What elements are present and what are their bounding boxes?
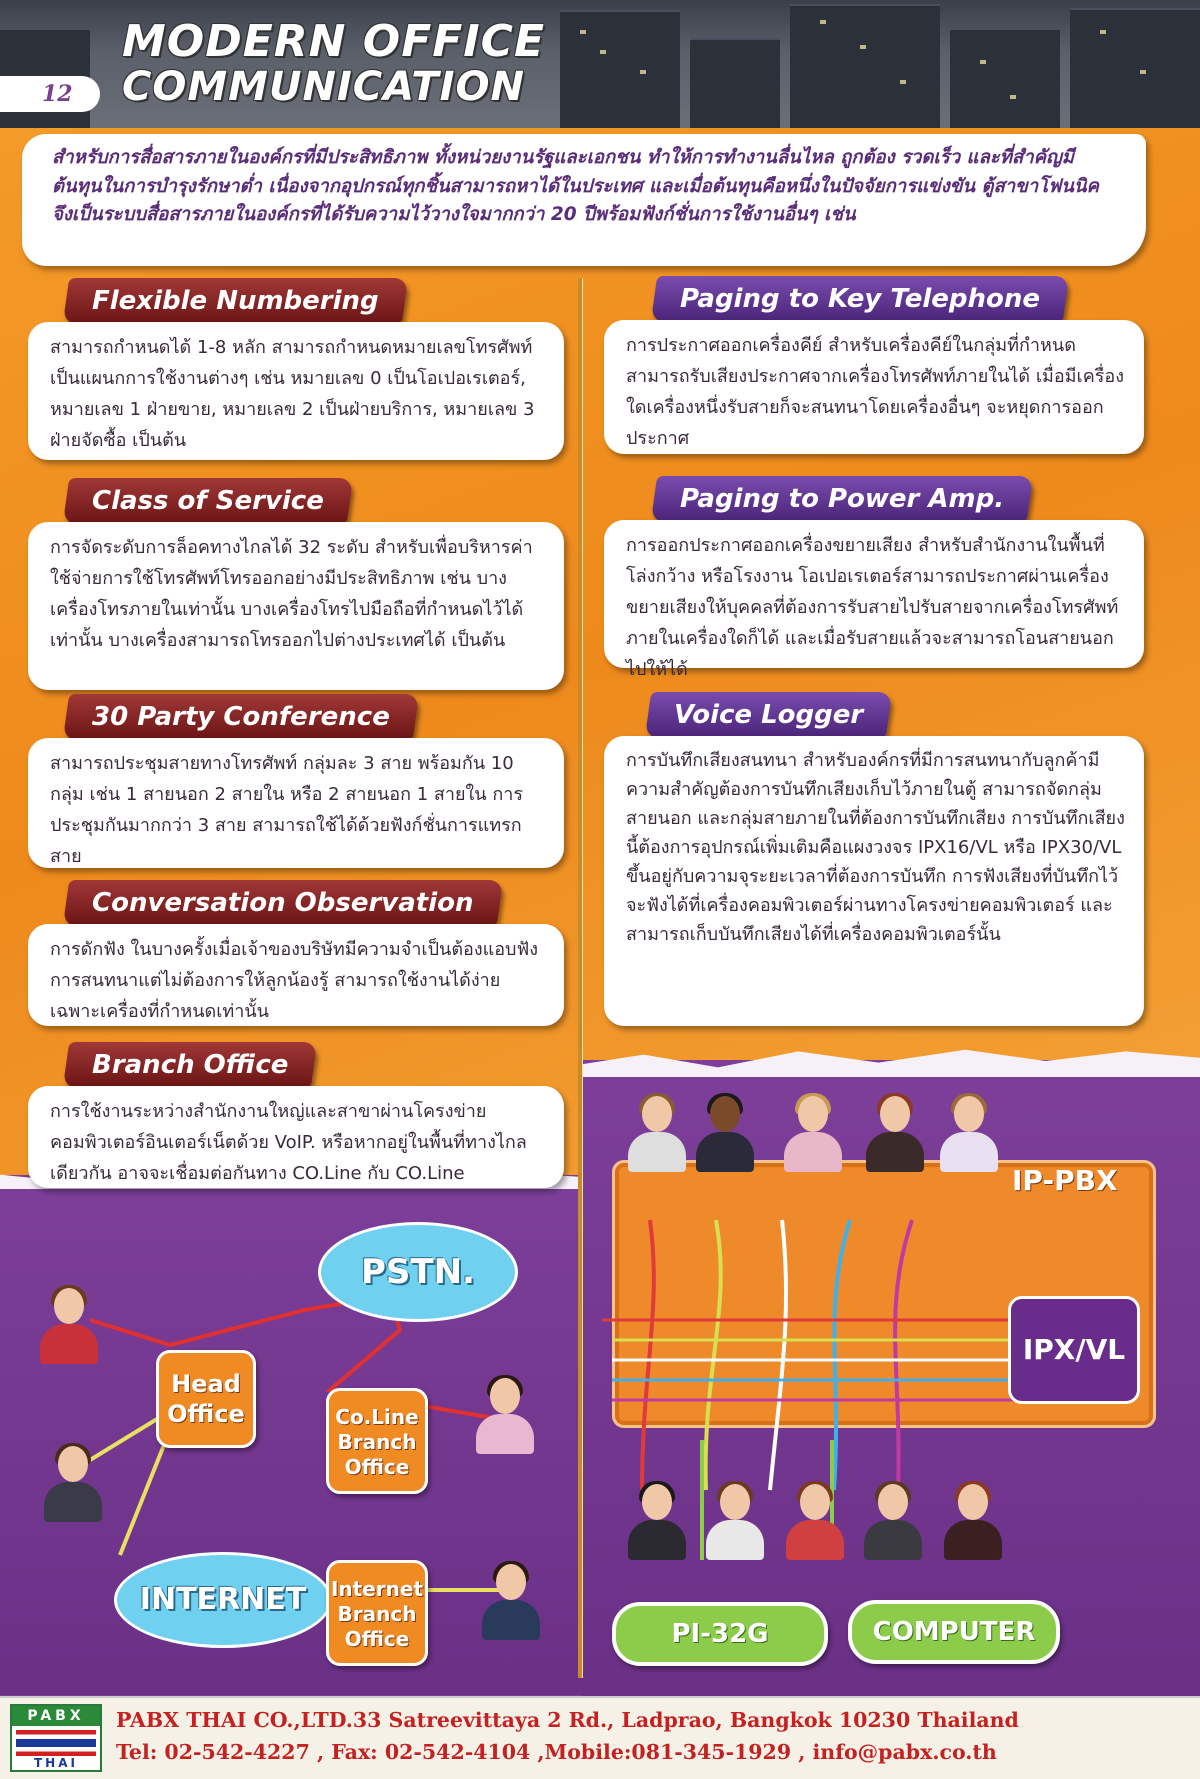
coline-branch-office-box: Co.Line Branch Office xyxy=(326,1388,428,1494)
section-title-class-of-service: Class of Service xyxy=(63,478,353,524)
section-title-branch-office: Branch Office xyxy=(63,1042,318,1088)
section-title-conversation-observation: Conversation Observation xyxy=(63,880,503,926)
user-avatar-bottom-2 xyxy=(706,1484,764,1560)
user-avatar-internet-branch xyxy=(482,1564,540,1640)
section-title-flexible-numbering: Flexible Numbering xyxy=(63,278,408,324)
computer-box: COMPUTER xyxy=(848,1600,1060,1664)
user-avatar-bottom-1 xyxy=(628,1484,686,1560)
user-avatar-top-5 xyxy=(940,1096,998,1172)
internet-cloud: INTERNET xyxy=(114,1552,332,1648)
user-avatar-top-1 xyxy=(628,1096,686,1172)
ip-pbx-label: IP-PBX xyxy=(1012,1164,1118,1197)
footer-contact: Tel: 02-542-4227 , Fax: 02-542-4104 ,Mobile:081-345-1929 , info@pabx.co.th xyxy=(116,1740,997,1764)
section-body-paging-key-telephone: การประกาศออกเครื่องคีย์ สำหรับเครื่องคีย์ในกลุ่มที่กำหนด สามารถรับเสียงประกาศจากเครื่องโทรศัพท์ภายในได้ เมื่อมีเครื่องใดเครื่องหนึ่งรับสายก็จะสนทนาโดยเครื่องอื่นๆ จะหยุดการออกประกาศ xyxy=(604,320,1144,454)
intro-text: สำหรับการสื่อสารภายในองค์กรที่มีประสิทธิภาพ ทั้งหน่วยงานรัฐและเอกชน ทำให้การทำงานลื่นไหล ถูกต้อง รวดเร็ว และที่สำคัญมีต้นทุนในการบำรุงรักษาต่ำ เนื่องจากอุปกรณ์ทุกชิ้นสามารถหาได้ในประเทศ และเมื่อต้นทุนคือหนึ่งในปัจจัยการแข่งขัน ตู้สาขาโฟนนิคจึงเป็นระบบสื่อสารภายในองค์กรที่ได้รับความไว้วางใจมากกว่า 20 ปีพร้อมฟังก์ชั่นการใช้งานอื่นๆ เช่น xyxy=(22,134,1146,266)
section-body-voice-logger: การบันทึกเสียงสนทนา สำหรับองค์กรที่มีการสนทนากับลูกค้ามีความสำคัญต้องการบันทึกเสียงเก็บไว้ภายในตู้ สามารถจัดกลุ่มสายนอก และกลุ่มสายภายในที่ต้องการบันทึกเสียง การบันทึกเสียงนี้ต้องการอุปกรณ์เพิ่มเติมคือแผงวงจร IPX16/VL หรือ IPX30/VL ขึ้นอยู่กับความจุระยะเวลาที่ต้องการบันทึก การฟังเสียงที่บันทึกไว้จะฟังได้ที่เครื่องคอมพิวเตอร์ผ่านทางโครงข่ายคอมพิวเตอร์ และสามารถเก็บบันทึกเสียงได้ที่เครื่องคอมพิวเตอร์นั้น xyxy=(604,736,1144,1026)
section-title-paging-power-amp: Paging to Power Amp. xyxy=(651,476,1034,522)
section-body-30-party-conference: สามารถประชุมสายทางโทรศัพท์ กลุ่มละ 3 สาย พร้อมกัน 10 กลุ่ม เช่น 1 สายนอก 2 สายใน หรือ 2 สายนอก 1 สายใน การประชุมกันมากกว่า 3 สาย สามารถใช้ได้ด้วยฟังก์ชั่นการแทรกสาย xyxy=(28,738,564,868)
pstn-cloud: PSTN. xyxy=(318,1222,518,1322)
section-title-paging-key-telephone: Paging to Key Telephone xyxy=(651,276,1069,322)
user-avatar-bottom-3 xyxy=(786,1484,844,1560)
page-number: 12 xyxy=(0,76,100,112)
user-avatar-bottom-4 xyxy=(864,1484,922,1560)
section-title-voice-logger: Voice Logger xyxy=(645,692,893,738)
section-body-paging-power-amp: การออกประกาศออกเครื่องขยายเสียง สำหรับสำนักงานในพื้นที่โล่งกว้าง หรือโรงงาน โอเปอเรเตอร์สามารถประกาศผ่านเครื่องขยายเสียงให้บุคคลที่ต้องการรับสายไปรับสายจากเครื่องโทรศัพท์ภายในเครื่องใดก็ได้ และเมื่อรับสายแล้วจะสามารถโอนสายนอกไปให้ได้ xyxy=(604,520,1144,668)
section-title-30-party-conference: 30 Party Conference xyxy=(63,694,419,740)
header-banner xyxy=(0,0,1200,128)
user-avatar-bottom-5 xyxy=(944,1484,1002,1560)
user-avatar-internet xyxy=(44,1446,102,1522)
user-avatar-top-2 xyxy=(696,1096,754,1172)
user-avatar-head-office xyxy=(40,1288,98,1364)
user-avatar-top-3 xyxy=(784,1096,842,1172)
user-avatar-coline-branch xyxy=(476,1378,534,1454)
company-logo: PABX THAI xyxy=(10,1704,102,1772)
section-body-flexible-numbering: สามารถกำหนดได้ 1-8 หลัก สามารถกำหนดหมายเลขโทรศัพท์เป็นแผนกการใช้งานต่างๆ เช่น หมายเลข 0 เป็นโอเปอเรเตอร์, หมายเลข 1 ฝ่ายขาย, หมายเลข 2 เป็นฝ่ายบริการ, หมายเลข 3 ฝ่ายจัดซื้อ เป็นต้น xyxy=(28,322,564,460)
ipx-vl-box: IPX/VL xyxy=(1008,1296,1140,1404)
footer xyxy=(0,1696,1200,1779)
thai-flag-icon xyxy=(16,1730,96,1756)
page-title-line2: COMMUNICATION xyxy=(122,64,525,110)
page-title-line1: MODERN OFFICE xyxy=(122,16,546,67)
user-avatar-top-4 xyxy=(866,1096,924,1172)
section-body-conversation-observation: การดักฟัง ในบางครั้งเมื่อเจ้าของบริษัทมีความจำเป็นต้องแอบฟังการสนทนาแต่ไม่ต้องการให้ลูกน้องรู้ สามารถใช้งานได้ง่ายเฉพาะเครื่องที่กำหนดเท่านั้น xyxy=(28,924,564,1026)
pi32g-box: PI-32G xyxy=(612,1602,828,1666)
internet-branch-office-box: Internet Branch Office xyxy=(326,1560,428,1666)
section-body-branch-office: การใช้งานระหว่างสำนักงานใหญ่และสาขาผ่านโครงข่ายคอมพิวเตอร์อินเตอร์เน็ตด้วย VoIP. หรือหากอยู่ในพื้นที่ทางไกลเดียวกัน อาจจะเชื่อมต่อกันทาง CO.Line กับ CO.Line xyxy=(28,1086,564,1188)
footer-address: PABX THAI CO.,LTD.33 Satreevittaya 2 Rd., Ladprao, Bangkok 10230 Thailand xyxy=(116,1708,1019,1732)
section-body-class-of-service: การจัดระดับการล็อคทางไกลได้ 32 ระดับ สำหรับเพื่อบริหารค่าใช้จ่ายการใช้โทรศัพท์โทรออกอย่างมีประสิทธิภาพ เช่น บางเครื่องโทรภายในเท่านั้น บางเครื่องโทรไปมือถือที่กำหนดไว้ได้เท่านั้น บางเครื่องสามารถโทรออกไปต่างประเทศได้ เป็นต้น xyxy=(28,522,564,690)
head-office-box: Head Office xyxy=(156,1350,256,1448)
